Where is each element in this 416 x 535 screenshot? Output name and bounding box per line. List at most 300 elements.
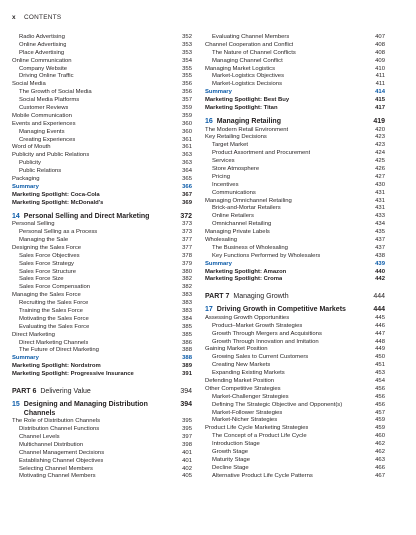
entry-page: 423 [375,142,385,149]
entry-page: 456 [375,401,385,408]
entry-title: Managing Events [19,128,65,135]
entry-title: Multichannel Distribution [19,441,84,448]
entry-page: 395 [182,426,192,433]
entry-page: 410 [375,65,385,72]
entry-title: Defining The Strategic Objective and Opponent(s) [212,401,343,408]
entry-page: 353 [182,49,192,56]
entry-title: Assessing Growth Opportunities [205,314,290,321]
toc-entry [205,331,385,339]
spotlight-entry [205,97,385,105]
toc-entry [205,473,385,481]
entry-title: Managing Market Logistics [205,65,276,72]
entry-title: Social Media [12,81,46,88]
entry-page: 401 [182,449,192,456]
toc-entry [12,129,192,137]
toc-left-column [12,34,192,481]
toc-entry [12,237,192,245]
chapter-number: 14 [12,212,20,220]
entry-title: Motivating Channel Members [19,473,96,480]
entry-page: 456 [375,393,385,400]
chapter-row [205,118,385,127]
toc-entry [205,441,385,449]
entry-page: 384 [182,315,192,322]
toc-entry [205,142,385,150]
entry-title: Public Relations [19,168,62,175]
entry-page: 385 [182,323,192,330]
chapter-number: 15 [12,401,20,408]
entry-title: Marketing Spotlight: Nordstrom [12,363,101,370]
entry-page: 451 [375,362,385,369]
spotlight-entry [205,105,385,113]
toc-entry [12,418,192,426]
toc-entry [205,158,385,166]
spotlight-entry [12,192,192,200]
chapter-title: Personal Selling and Direct Marketing [23,212,150,220]
entry-page: 359 [182,105,192,112]
entry-title: Marketing Spotlight: Coca-Cola [12,191,100,198]
entry-title: Evaluating Channel Members [212,34,290,40]
entry-title: Channel Management Decisions [19,449,105,456]
entry-title: Product–Market Growth Strategies [212,322,303,329]
entry-page: 427 [375,173,385,180]
chapter-heading [205,306,385,315]
toc-entry [205,394,385,402]
part-heading [205,292,385,301]
entry-page: 431 [375,205,385,212]
entry-page: 446 [375,322,385,329]
toc-entry [12,97,192,105]
toc-entry [12,160,192,168]
toc-entry [12,144,192,152]
entry-page: 382 [182,284,192,291]
toc-entry [12,50,192,58]
toc-entry [205,174,385,182]
toc-entry [12,316,192,324]
toc-entry [205,346,385,354]
entry-page: 414 [375,89,385,96]
toc-entry [205,73,385,81]
entry-page: 425 [375,158,385,165]
toc-entry [12,269,192,277]
entry-page: 388 [182,347,192,354]
entry-title: Channel Levels [19,433,60,440]
chapter-number: 17 [205,306,213,314]
header-title: CONTENTS [23,14,62,21]
entry-page: 380 [182,268,192,275]
entry-title: The Concept of a Product Life Cycle [212,433,307,440]
entry-page: 415 [375,97,385,104]
entry-title: Creating New Markets [212,362,271,369]
toc-entry [205,465,385,473]
entry-page: 466 [375,464,385,471]
toc-entry [12,229,192,237]
entry-page: 398 [182,441,192,448]
toc-entry [12,284,192,292]
spotlight-entry [205,269,385,277]
entry-title: Online Communication [12,57,72,64]
chapter-row [12,213,192,222]
toc-entry [205,354,385,362]
toc-entry [12,73,192,81]
toc-entry [205,134,385,142]
toc-entry [12,105,192,113]
entry-title: Mobile Communication [12,112,72,119]
toc-entry [12,466,192,474]
entry-page: 440 [375,268,385,275]
toc-entry [12,245,192,253]
toc-entry [205,362,385,370]
entry-page: 448 [375,338,385,345]
entry-title: Marketing Spotlight: McDonald’s [12,199,104,206]
entry-page: 434 [375,221,385,228]
entry-page: 383 [182,292,192,299]
entry-page: 385 [182,331,192,338]
toc-entry [205,245,385,253]
entry-page: 431 [375,189,385,196]
entry-title: Word of Mouth [12,144,51,151]
toc-entry [205,205,385,213]
entry-page: 453 [375,370,385,377]
chapter-row [205,306,385,315]
entry-page: 411 [375,81,385,88]
part-page: 444 [373,293,385,301]
toc-entry [12,300,192,308]
entry-title: Company Website [19,65,68,72]
entry-page: 353 [182,41,192,48]
toc-entry [205,150,385,158]
toc-entry [12,66,192,74]
entry-title: Pricing [212,173,231,180]
entry-title: Product Assortment and Procurement [212,150,311,157]
entry-title: Place Advertising [19,49,65,56]
entry-title: Customer Reviews [19,105,69,112]
entry-page: 395 [182,418,192,425]
entry-title: Selecting Channel Members [19,465,93,472]
toc-entry [12,426,192,434]
entry-title: Maturity Stage [212,456,250,463]
entry-page: 377 [182,236,192,243]
entry-page: 420 [375,126,385,133]
entry-title: Expanding Existing Markets [212,370,285,377]
toc-entry [205,182,385,190]
entry-title: Online Advertising [19,41,67,48]
entry-title: Recruiting the Sales Force [19,300,89,307]
toc-entry [205,378,385,386]
entry-page: 405 [182,473,192,480]
entry-title: Incentives [212,181,239,188]
toc-entry [12,253,192,261]
entry-page: 437 [375,236,385,243]
entry-title: Motivating the Sales Force [19,315,89,322]
entry-title: Evaluating the Sales Force [19,323,90,330]
toc-entry [12,42,192,50]
entry-page: 388 [182,355,192,362]
entry-page: 438 [375,252,385,259]
entry-title: Store Atmosphere [212,165,260,172]
entry-title: Brick-and-Mortar Retailers [212,205,281,212]
toc-entry [12,347,192,355]
toc-entry [12,332,192,340]
entry-title: Creating Experiences [19,136,76,143]
toc-entry [205,66,385,74]
entry-page: 397 [182,433,192,440]
toc-entry [205,370,385,378]
entry-title: Distribution Channel Functions [19,426,100,433]
toc-right-column [205,34,385,481]
entry-page: 439 [375,260,385,267]
entry-title: The Role of Distribution Channels [12,418,101,425]
entry-page: 389 [182,363,192,370]
entry-page: 423 [375,134,385,141]
toc-entry [12,89,192,97]
entry-title: Training the Sales Force [19,307,83,314]
entry-page: 360 [182,120,192,127]
entry-title: Channel Cooperation and Conflict [205,41,294,48]
toc-entry [12,458,192,466]
entry-title: The Modern Retail Environment [205,126,289,133]
toc-entry [205,323,385,331]
entry-title: Managing Omnichannel Retailing [205,197,292,204]
entry-title: Sales Force Size [19,276,64,283]
entry-title: Other Competitive Strategies [205,385,281,392]
entry-title: Managing Private Labels [205,229,270,236]
entry-title: Defending Market Position [205,378,275,385]
entry-title: Marketing Spotlight: Titan [205,105,278,112]
entry-page: 463 [375,456,385,463]
toc-entry [205,425,385,433]
entry-page: 402 [182,465,192,472]
entry-page: 449 [375,346,385,353]
chapter-heading [205,118,385,127]
entry-page: 442 [375,276,385,283]
entry-page: 383 [182,300,192,307]
entry-title: Summary [12,355,39,362]
entry-page: 424 [375,150,385,157]
entry-title: Market-Nicher Strategies [212,417,278,424]
toc-entry [205,433,385,441]
entry-page: 379 [182,260,192,267]
part-row [12,387,192,396]
toc-entry [12,58,192,66]
entry-title: Sales Force Strategy [19,260,75,267]
toc-entry [12,152,192,160]
toc-entry [205,127,385,135]
entry-page: 377 [182,244,192,251]
entry-page: 367 [182,191,192,198]
entry-title: Key Functions Performed by Wholesalers [212,252,321,259]
toc-entry [205,42,385,50]
entry-title: Market-Logistics Decisions [212,81,283,88]
entry-page: 383 [182,307,192,314]
entry-page: 450 [375,354,385,361]
spotlight-entry [12,371,192,379]
entry-title: Market-Challenger Strategies [212,393,289,400]
entry-page: 363 [182,160,192,167]
toc-entry [12,34,192,42]
entry-title: The Business of Wholesaling [212,244,288,251]
entry-page: 369 [182,199,192,206]
entry-page: 366 [182,183,192,190]
entry-title: Market-Follower Strategies [212,409,283,416]
part-row [205,292,385,301]
chapter-heading [12,213,192,222]
entry-title: Growth Stage [212,449,249,456]
toc-entry [205,198,385,206]
entry-page: 430 [375,181,385,188]
spotlight-entry [12,363,192,371]
toc-entry [12,434,192,442]
entry-page: 462 [375,449,385,456]
entry-page: 408 [375,49,385,56]
toc-entry [12,121,192,129]
toc-entry [12,113,192,121]
entry-title: Sales Force Structure [19,268,76,275]
toc-entry [12,340,192,348]
toc-entry [12,292,192,300]
part-title: Delivering Value [40,388,91,395]
chapter-title: Driving Growth in Competitive Markets [216,306,346,314]
entry-title: Gaining Market Position [205,346,268,353]
toc-entry [205,81,385,89]
entry-title: Radio Advertising [19,34,65,40]
chapter-title: Managing Retailing [216,117,281,125]
entry-page: 437 [375,244,385,251]
entry-title: Direct Marketing Channels [19,339,89,346]
part-label: PART 7 [205,293,230,301]
entry-title: Growth Through Mergers and Acquisitions [212,330,322,337]
part-page: 394 [180,388,192,395]
toc-entry [12,442,192,450]
entry-title: Driving Online Traffic [19,73,74,80]
entry-page: 467 [375,472,385,479]
entry-title: Key Retailing Decisions [205,134,267,141]
toc-entry [12,324,192,332]
entry-page: 459 [375,417,385,424]
entry-page: 391 [182,371,192,378]
entry-page: 431 [375,197,385,204]
toc-entry [12,221,192,229]
toc-entry [12,137,192,145]
entry-page: 361 [182,144,192,151]
entry-title: Communications [212,189,256,196]
entry-title: Decline Stage [212,464,249,471]
entry-title: Publicity and Public Relations [12,152,90,159]
part-heading [12,387,192,396]
entry-page: 354 [182,57,192,64]
toc-entry [205,50,385,58]
entry-page: 460 [375,433,385,440]
spotlight-entry [205,276,385,284]
summary-entry [205,89,385,97]
toc-entry [12,450,192,458]
toc-entry [205,166,385,174]
entry-page: 363 [182,152,192,159]
toc-entry [205,417,385,425]
toc-entry [205,457,385,465]
entry-page: 426 [375,165,385,172]
toc-entry [12,168,192,176]
part-label: PART 6 [12,388,37,395]
entry-title: Establishing Channel Objectives [19,457,104,464]
entry-page: 435 [375,229,385,236]
entry-title: Managing the Sale [19,236,69,243]
entry-title: Packaging [12,176,40,183]
page-number: x [12,14,16,21]
entry-page: 357 [182,97,192,104]
entry-page: 401 [182,457,192,464]
toc-entry [205,339,385,347]
entry-title: Summary [205,260,232,267]
entry-page: 378 [182,252,192,259]
entry-title: Wholesaling [205,236,238,243]
entry-title: Direct Marketing [12,331,55,338]
entry-title: Managing the Sales Force [12,292,81,299]
entry-page: 361 [182,136,192,143]
entry-title: Growing Sales to Current Customers [212,354,309,361]
entry-page: 454 [375,378,385,385]
entry-page: 352 [182,34,192,40]
entry-title: Personal Selling as a Process [19,229,98,236]
running-header [12,14,62,21]
entry-page: 409 [375,57,385,64]
toc-entry [205,237,385,245]
entry-page: 459 [375,425,385,432]
entry-title: The Growth of Social Media [19,89,92,96]
chapter-title: Designing and Managing Distribution Channels [23,401,148,417]
entry-page: 417 [375,105,385,112]
entry-title: The Nature of Channel Conflicts [212,49,296,56]
toc-entry [205,402,385,410]
entry-title: Summary [12,183,39,190]
part-title: Managing Growth [233,293,289,301]
entry-page: 445 [375,314,385,321]
entry-title: Services [212,158,235,165]
toc-entry [205,213,385,221]
toc-entry [205,386,385,394]
toc-entry [12,261,192,269]
entry-page: 373 [182,221,192,228]
entry-title: Designing the Sales Force [12,244,82,251]
entry-title: Product Life Cycle Marketing Strategies [205,425,309,432]
entry-page: 407 [375,34,385,40]
entry-title: Omnichannel Retailing [212,221,272,228]
toc-entry [12,176,192,184]
entry-page: 359 [182,112,192,119]
toc-entry [205,229,385,237]
entry-title: Marketing Spotlight: Progressive Insurance [12,371,134,378]
entry-page: 411 [375,73,385,80]
entry-page: 373 [182,229,192,236]
toc-entry [205,221,385,229]
summary-entry [12,184,192,192]
entry-page: 456 [375,385,385,392]
toc-entry [12,473,192,481]
entry-page: 457 [375,409,385,416]
toc-entry [205,315,385,323]
entry-title: Alternative Product Life Cycle Patterns [212,472,313,479]
entry-title: Sales Force Compensation [19,284,91,291]
entry-title: Summary [205,89,232,96]
entry-title: The Future of Direct Marketing [19,347,99,354]
toc-entry [205,449,385,457]
toc-entry [12,276,192,284]
entry-title: Marketing Spotlight: Amazon [205,268,287,275]
entry-page: 355 [182,73,192,80]
chapter-heading [12,401,192,418]
entry-title: Managing Channel Conflict [212,57,283,64]
chapter-page: 394 [180,401,192,408]
summary-entry [12,355,192,363]
